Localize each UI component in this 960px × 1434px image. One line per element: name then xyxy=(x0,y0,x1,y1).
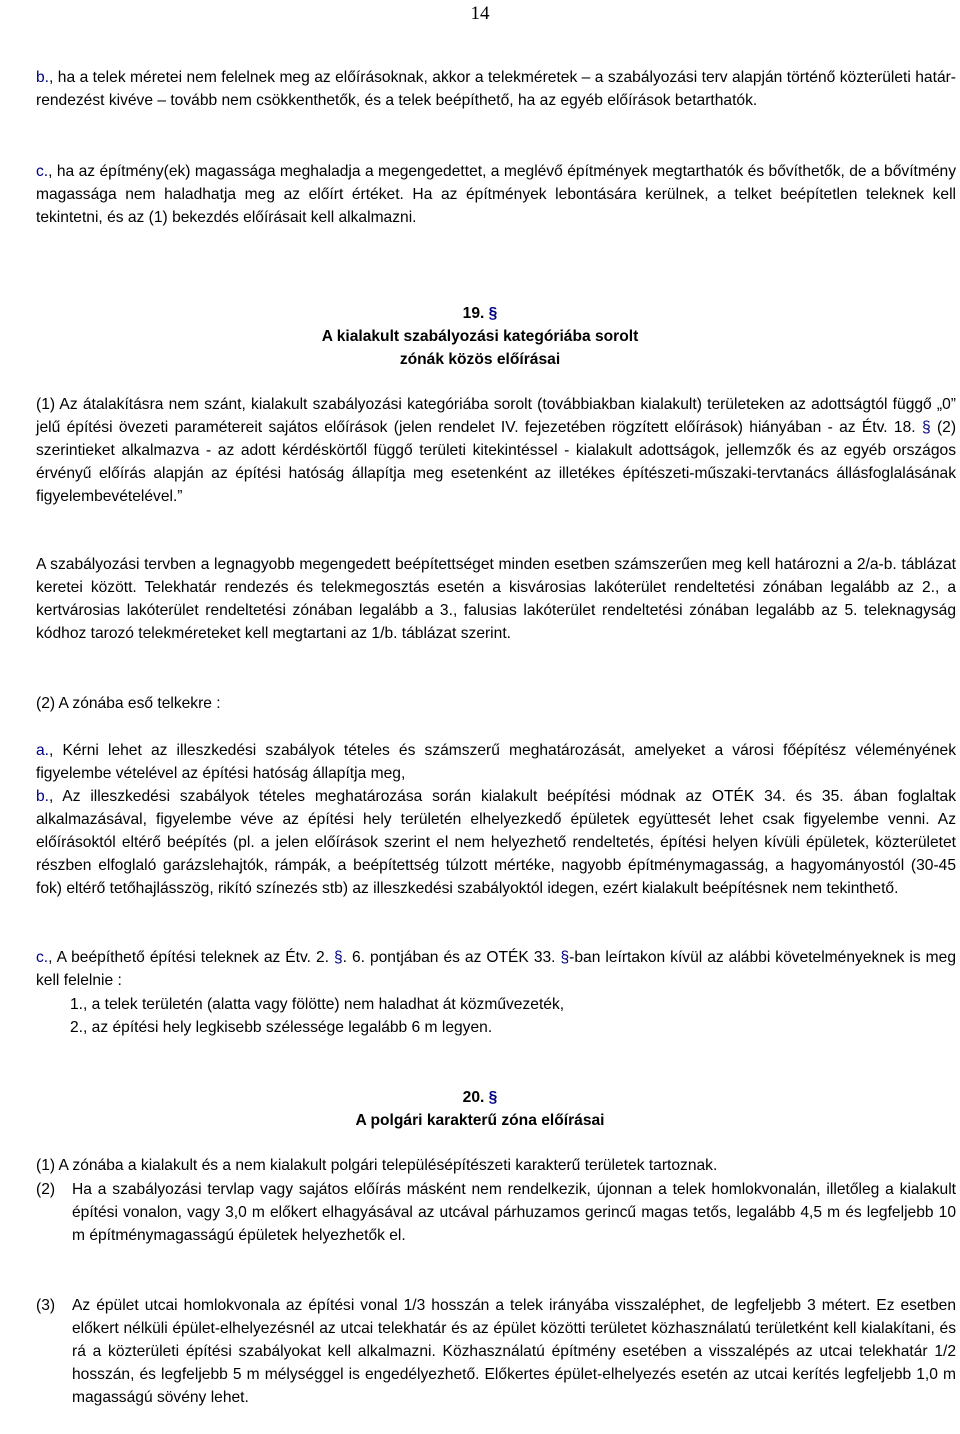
list-item-c-part-b: . 6. pontjában és az OTÉK 33. xyxy=(342,949,561,966)
section-20-paragraph-2 xyxy=(36,1178,956,1247)
section-19-paragraph-1-part-b: (2) szerintieket alkalmazva - az adott kérdéskörtől függő területi kitekintéssel - kialakult adottságok, jellemzők és az egyéb országos érvényű előírás alapján az építési hatóság állapítja meg esetenként az illetékes építészeti-műszaki-tervtanács állásfoglalásának figyelembevételével.” xyxy=(36,419,957,505)
list-item-c-sub-1: 1., a telek területén (alatta vagy fölötte) nem haladhat át közművezeték, xyxy=(70,996,565,1013)
section-20-paragraph-1: (1) A zónába a kialakult és a nem kialakult polgári településépítészeti karakterű területek tartoznak. xyxy=(36,1157,718,1174)
item-label-a: a. xyxy=(36,742,50,759)
list-item-c-part-c: -ban leírtakon kívül az alábbi követelményeknek is meg kell felelnie : xyxy=(36,949,956,989)
list-item-c-sub-2: 2., az építési hely legkisebb szélessége legalább 6 m legyen. xyxy=(70,1019,493,1036)
item-label-c2: c. xyxy=(36,949,49,966)
list-item-a xyxy=(36,739,956,785)
item-label-b2: b. xyxy=(36,788,50,805)
section-symbol: § xyxy=(333,949,343,966)
section-19-number: 19. xyxy=(462,305,485,322)
section-19-paragraph-1 xyxy=(36,393,956,508)
section-19-paragraph-1-part-a: (1) Az átalakításra nem szánt, kialakult szabályozási kategóriába sorolt (továbbiakban kialakult) területeken az adottságtól függő „0” jelű építési övezeti paramétereit sajátos előírások (jelen rendelet IV. fejezetében rögzített előírások) hiányában - az Étv. 18. xyxy=(36,396,956,436)
section-19-title-line2: zónák közös előírásai xyxy=(399,351,561,368)
list-item-c xyxy=(36,946,956,992)
paragraph-b xyxy=(36,66,956,112)
section-19-heading xyxy=(0,302,960,371)
section-20-paragraph-3 xyxy=(36,1294,956,1409)
section-19-paragraph-1b: A szabályozási tervben a legnagyobb megengedett beépítettséget minden esetben számszerűen meg kell határozni a 2/a-b. táblázat keretei között. Telekhatár rendezés és telekmegosztás esetén a kisvárosias lakóterület rendeltetési zónában legalább az 2., a kertvárosias lakóterület rendeltetési zónában legalább a 3., falusias lakóterület rendeltetési zónában legalább az 5. teleknagyság kódhoz tarozó telekméreteket kell megtartani az 1/b. táblázat szerint. xyxy=(36,556,956,642)
section-symbol: § xyxy=(560,949,570,966)
section-symbol: § xyxy=(488,305,498,322)
paragraph-label: (3) xyxy=(36,1297,56,1314)
section-20-number: 20. xyxy=(462,1089,485,1106)
paragraph-b-text: , ha a telek méretei nem felelnek meg az előírásoknak, akkor a telekméretek – a szabályozási terv alapján történő közterületi határ-rendezést kivéve – tovább nem csökkenthetők, és a telek beépíthető, ha az egyéb előírások betarthatók. xyxy=(36,69,956,109)
item-label-c: c. xyxy=(36,163,49,180)
section-20-paragraph-3-text: Az épület utcai homlokvonala az építési vonal 1/3 hosszán a telek irányába visszaléphet, de legfeljebb 3 métert. Ez esetben előkert nélküli épület-elhelyezésnél az utcai telekhatár és az épület közötti területet közhasználatú területként kell kialakítani, és rá a közterületi építési szabályokat kell alkalmazni. Közhasználatú építmény esetében a visszalépés az utcai telekhatár 1/2 hosszán, és legfeljebb 5 m mélységgel is engedélyezhető. Előkertes épület-elhelyezés esetén az utcai kerítés legfeljebb 1,0 m magasságú sövény lehet. xyxy=(72,1297,956,1406)
section-20-paragraph-2-text: Ha a szabályozási tervlap vagy sajátos előírás másként nem rendelkezik, újonnan a telek homlokvonalán, illetőleg a kialakult építési vonalon, vagy 3,0 m előkert elhagyásával az utcával párhuzamos gerincű magas tetős, legalább 4,5 m és legfeljebb 10 m építménymagasságú épületek helyezhetők el. xyxy=(72,1181,956,1244)
page-number: 14 xyxy=(470,3,490,24)
section-symbol: § xyxy=(921,419,931,436)
paragraph-c-text: , ha az építmény(ek) magassága meghaladja a megengedettet, a meglévő építmények megtarthatók és bővíthetők, de a bővítmény magassága nem haladhatja meg az előírt értéket. Ha az építmények lebontására kerülnek, a telket beépítetlen teleknek kell tekintetni, és az (1) bekezdés előírásait kell alkalmazni. xyxy=(36,163,956,226)
list-item-c-part-a: , A beépíthető építési teleknek az Étv. 2. xyxy=(48,949,334,966)
list-item-b xyxy=(36,785,956,900)
section-symbol: § xyxy=(488,1089,498,1106)
section-20-heading xyxy=(0,1086,960,1132)
list-item-b-text: , Az illeszkedési szabályok tételes meghatározása során kialakult beépítési módnak az OTÉK 34. és 35. ában foglaltak alkalmazásával, figyelembe véve az építési hely területén elhelyezkedő épületek együttesét lehet csak figyelembe venni. Az előírásoktól eltérő beépítés (pl. a jelen előírások szerint el nem helyezhető rendeltetés, építési helyen kívüli épületek, közterületet részben elfoglaló garázslehajtók, rámpák, a beépítettség túlzott mértéke, nagyobb építménymagasság, a hagyományostól (30-45 fok) eltérő tetőhajlásszög, rikító színezés stb) az illeszkedési szabályoktól idegen, ezért kialakult beépítésnek nem tekinthető. xyxy=(36,788,956,897)
section-19-paragraph-2: (2) A zónába eső telkekre : xyxy=(36,695,221,712)
item-label-b: b. xyxy=(36,69,50,86)
paragraph-c xyxy=(36,160,956,229)
section-19-title-line1: A kialakult szabályozási kategóriába sorolt xyxy=(321,328,639,345)
list-item-a-text: , Kérni lehet az illeszkedési szabályok tételes és számszerű meghatározását, amelyeket a városi főépítész véleményének figyelembe vételével az építési hatóság állapítja meg, xyxy=(36,742,956,782)
paragraph-label: (2) xyxy=(36,1181,56,1198)
section-20-title: A polgári karakterű zóna előírásai xyxy=(355,1112,605,1129)
